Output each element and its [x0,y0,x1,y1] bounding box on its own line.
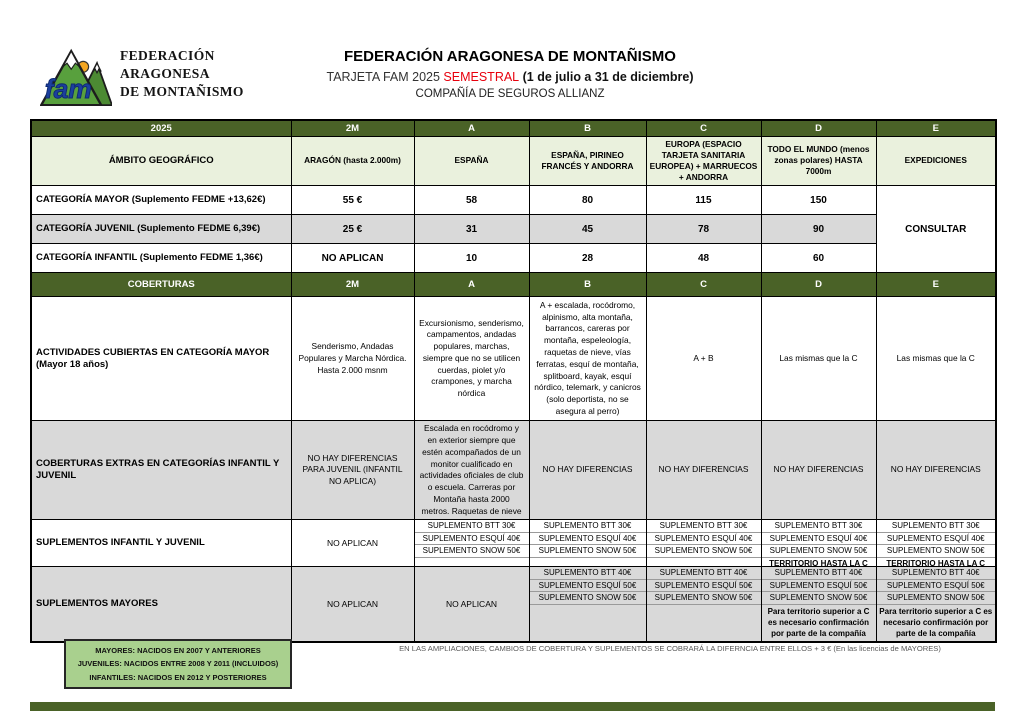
sup-line: SUPLEMENTO SNOW 50€ [647,592,761,605]
territorio-note: Para territorio superior a C es necesario confirmación por parte de la compañía [879,606,993,638]
extras-label: COBERTURAS EXTRAS EN CATEGORÍAS INFANTIL Y JUVENIL [31,421,291,520]
sup-line: SUPLEMENTO SNOW 50€ [530,592,646,605]
mayor-price-c: 115 [646,186,761,215]
col-header-b: B [529,120,646,136]
cob-col-b: B [529,273,646,297]
age-legend-box [64,639,292,689]
legend-juveniles: JUVENILES: NACIDOS ENTRE 2008 Y 2011 (INCLUIDOS) [77,659,279,669]
col-header-2m: 2M [291,120,414,136]
legend-mayores: MAYORES: NACIDOS EN 2007 Y ANTERIORES [95,646,261,656]
sup-line-empty [530,605,646,642]
actividades-2m: Senderismo, Andadas Populares y Marcha Nórdica. Hasta 2.000 msnm [291,297,414,421]
cob-col-e: E [876,273,996,297]
bottom-divider-bar [30,702,995,711]
ambito-2m: ARAGÓN (hasta 2.000m) [291,136,414,186]
ambito-c: EUROPA (ESPACIO TARJETA SANITARIA EUROPEA) + MARRUECOS + ANDORRA [646,136,761,186]
sup-line: SUPLEMENTO ESQUÍ 50€ [762,580,876,593]
table-row [31,273,996,297]
sup-line: SUPLEMENTO ESQUÍ 40€ [877,533,996,546]
extras-d: NO HAY DIFERENCIAS [761,421,876,520]
extras-e: NO HAY DIFERENCIAS [876,421,996,520]
sup-line: SUPLEMENTO BTT 40€ [877,567,996,580]
sup-line: SUPLEMENTO ESQUÍ 50€ [647,580,761,593]
table-row [31,421,996,520]
col-header-c: C [646,120,761,136]
sup-line: SUPLEMENTO ESQUÍ 40€ [415,533,529,546]
sup-line: SUPLEMENTO SNOW 50€ [877,545,996,558]
ampliaciones-note: EN LAS AMPLIACIONES, CAMBIOS DE COBERTURA Y SUPLEMENTOS SE COBRARÁ LA DIFERNCIA ENTRE ELLOS + 3 € (En las licencias de MAYORES) [399,644,941,653]
sup-line: SUPLEMENTO ESQUÍ 40€ [530,533,646,546]
infantil-price-c: 48 [646,244,761,273]
sup-line: SUPLEMENTO BTT 30€ [415,520,529,533]
infantil-price-a: 10 [414,244,529,273]
org-name-line1: FEDERACIÓN [120,48,215,63]
extras-b: NO HAY DIFERENCIAS [529,421,646,520]
extras-a: Escalada en rocódromo y en exterior siempre que estén acompañados de un monitor cualificado en actividades oficiales de club o escuela. Carreras por Montaña hasta 2000 metros. Raquetas de nieve [414,421,529,520]
subtitle-semestral: SEMESTRAL [443,70,520,84]
table-row [31,120,996,136]
sup-mayores-label: SUPLEMENTOS MAYORES [31,567,291,643]
categoria-juvenil-label: CATEGORÍA JUVENIL (Suplemento FEDME 6,39€) [31,215,291,244]
col-header-d: D [761,120,876,136]
juvenil-price-c: 78 [646,215,761,244]
subtitle-prefix: TARJETA FAM 2025 [326,70,444,84]
sup-juvenil-e [876,520,996,567]
year-header: 2025 [31,120,291,136]
sup-mayores-b [529,567,646,643]
sup-line: SUPLEMENTO SNOW 50€ [530,545,646,558]
col-header-e: E [876,120,996,136]
actividades-a: Excursionismo, senderismo, campamentos, andadas populares, marchas, siempre que no se utilicen cuerdas, piolet y/o crampones, y marcha nórdica [414,297,529,421]
ambito-label: ÁMBITO GEOGRÁFICO [31,136,291,186]
territorio-line: TERRITORIO HASTA LA C [769,558,868,567]
juvenil-price-b: 45 [529,215,646,244]
table-row [31,136,996,186]
title-block [290,48,730,100]
actividades-d: Las mismas que la C [761,297,876,421]
sup-mayores-a: NO APLICAN [414,567,529,643]
coberturas-header: COBERTURAS [31,273,291,297]
mountain-logo-icon [40,42,112,106]
sup-juvenil-2m: NO APLICAN [291,520,414,567]
juvenil-price-2m: 25 € [291,215,414,244]
sup-line: SUPLEMENTO BTT 30€ [647,520,761,533]
sup-juvenil-b [529,520,646,567]
sup-line: SUPLEMENTO SNOW 50€ [647,545,761,558]
mayor-price-d: 150 [761,186,876,215]
infantil-price-d: 60 [761,244,876,273]
mayor-price-2m: 55 € [291,186,414,215]
sup-line: SUPLEMENTO BTT 40€ [530,567,646,580]
sup-juvenil-label: SUPLEMENTOS INFANTIL Y JUVENIL [31,520,291,567]
categoria-infantil-label: CATEGORÍA INFANTIL (Suplemento FEDME 1,36€) [31,244,291,273]
sup-mayores-d [761,567,876,643]
territorio-note: Para territorio superior a C es necesario confirmación por parte de la compañía [767,606,870,638]
actividades-label: ACTIVIDADES CUBIERTAS EN CATEGORÍA MAYOR (Mayor 18 años) [31,297,291,421]
table-row [31,297,996,421]
sup-line: SUPLEMENTO ESQUÍ 40€ [762,533,876,546]
cob-col-a: A [414,273,529,297]
extras-2m: NO HAY DIFERENCIAS PARA JUVENIL (INFANTIL NO APLICA) [291,421,414,520]
table-row [31,215,996,244]
ambito-b: ESPAÑA, PIRINEO FRANCÉS Y ANDORRA [529,136,646,186]
sup-line: SUPLEMENTO SNOW 50€ [415,545,529,558]
legend-infantiles: INFANTILES: NACIDOS EN 2012 Y POSTERIORES [89,672,267,682]
sup-line: SUPLEMENTO BTT 40€ [647,567,761,580]
table-row [31,520,996,567]
ambito-e: EXPEDICIONES [876,136,996,186]
sup-juvenil-d [761,520,876,567]
col-header-a: A [414,120,529,136]
table-row [31,244,996,273]
actividades-b: A + escalada, rocódromo, alpinismo, alta montaña, barrancos, careras por montaña, espeleología, raquetas de nieve, vías ferratas, esquí de montaña, splitboard, kayak, esquí nórdico, telemark, y canicros (solo deportista, no se asegura al perro) [529,297,646,421]
sup-line: SUPLEMENTO SNOW 50€ [762,592,876,605]
sup-juvenil-c [646,520,761,567]
sup-line: SUPLEMENTO BTT 40€ [762,567,876,580]
page-title: FEDERACIÓN ARAGONESA DE MONTAÑISMO [344,48,676,65]
mayor-price-a: 58 [414,186,529,215]
sup-line: SUPLEMENTO SNOW 50€ [877,592,996,605]
juvenil-price-a: 31 [414,215,529,244]
ambito-d: TODO EL MUNDO (menos zonas polares) HASTA 7000m [761,136,876,186]
org-name-line2: ARAGONESA [120,66,210,81]
sup-line-empty [647,558,761,567]
insurer-line: COMPAÑÍA DE SEGUROS ALLIANZ [415,88,605,100]
sup-mayores-e [876,567,996,643]
sup-line: SUPLEMENTO SNOW 50€ [762,545,876,558]
sup-line: SUPLEMENTO ESQUÍ 40€ [647,533,761,546]
extras-c: NO HAY DIFERENCIAS [646,421,761,520]
infantil-price-b: 28 [529,244,646,273]
fam-logo-text: fam [44,74,92,104]
ambito-a: ESPAÑA [414,136,529,186]
page-subtitle [290,70,730,84]
sup-line-empty [647,605,761,642]
sup-line: SUPLEMENTO BTT 30€ [877,520,996,533]
sup-line: SUPLEMENTO ESQUÍ 50€ [877,580,996,593]
sup-mayores-c [646,567,761,643]
table-row [31,567,996,643]
fam-pricing-table [30,119,997,643]
actividades-c: A + B [646,297,761,421]
actividades-e: Las mismas que la C [876,297,996,421]
cob-col-d: D [761,273,876,297]
sup-juvenil-a [414,520,529,567]
table-row [31,186,996,215]
sup-line: SUPLEMENTO ESQUÍ 50€ [530,580,646,593]
subtitle-dates: (1 de julio a 31 de diciembre) [519,70,694,84]
sup-line-empty [415,558,529,567]
cob-col-c: C [646,273,761,297]
consultar-cell: CONSULTAR [876,186,996,273]
sup-line: SUPLEMENTO BTT 30€ [762,520,876,533]
fam-logo [40,42,244,106]
sup-line: SUPLEMENTO BTT 30€ [530,520,646,533]
mayor-price-b: 80 [529,186,646,215]
sup-mayores-2m: NO APLICAN [291,567,414,643]
org-name [120,47,244,101]
territorio-line: TERRITORIO HASTA LA C [886,558,986,567]
categoria-mayor-label: CATEGORÍA MAYOR (Suplemento FEDME +13,62€) [31,186,291,215]
cob-col-2m: 2M [291,273,414,297]
juvenil-price-d: 90 [761,215,876,244]
infantil-price-2m: NO APLICAN [291,244,414,273]
sup-line-empty [530,558,646,567]
org-name-line3: DE MONTAÑISMO [120,84,244,99]
